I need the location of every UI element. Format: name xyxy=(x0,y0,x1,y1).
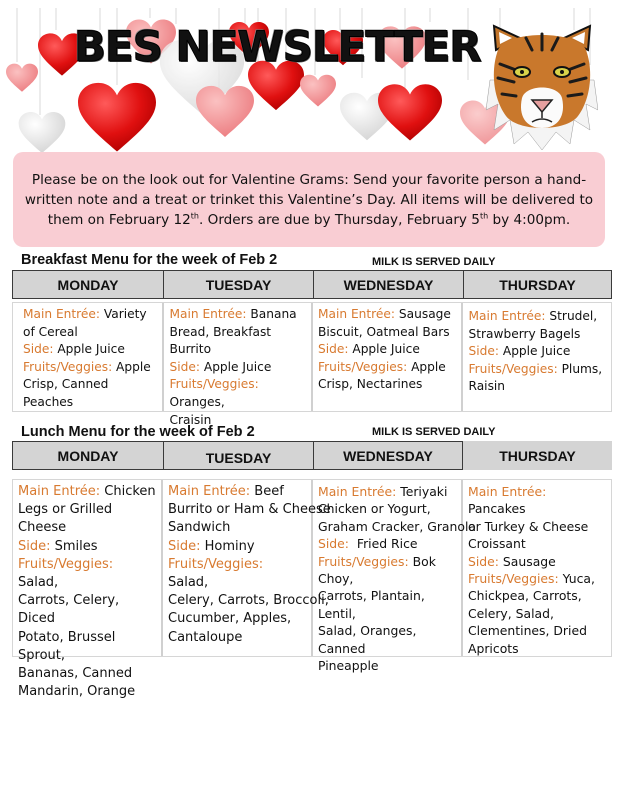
side-label: Side: xyxy=(468,553,499,569)
main-entree-value: Strudel, xyxy=(545,309,598,323)
fruits-veggies-value: Raisin xyxy=(468,379,506,394)
valentine-grams-banner xyxy=(13,152,605,247)
breakfast-milk-note: MILK IS SERVED DAILY xyxy=(372,256,496,268)
main-entree-label: Main Entrée: xyxy=(468,484,547,499)
banner-line-2: written note and a treat or trinket this Valentine’s Day. All items will be delivered to xyxy=(24,192,594,208)
main-entree-value: Croissant xyxy=(468,536,526,552)
fruits-veggies-value: Pineapple xyxy=(318,658,379,674)
main-entree-label: Main Entrée: xyxy=(18,484,101,499)
main-entree-label: Main Entrée: xyxy=(468,309,546,323)
fruits-veggies-label: Fruits/Veggies: xyxy=(468,361,558,376)
fruits-veggies-value: Celery, Carrots, Broccoli, xyxy=(168,593,329,609)
breakfast-menu-row xyxy=(12,302,612,427)
side-value: Apple Juice xyxy=(199,359,272,374)
breakfast-menu-title: Breakfast Menu for the week of Feb 2 xyxy=(21,252,278,268)
fruits-veggies-value: Oranges, xyxy=(169,394,225,409)
breakfast-day-wednesday: WEDNESDAY xyxy=(313,270,463,299)
lunch-day-tuesday: TUESDAY xyxy=(163,441,313,470)
breakfast-day-tuesday: TUESDAY xyxy=(163,270,313,299)
main-entree-label: Main Entrée: xyxy=(318,484,397,499)
ordinal-suffix: th xyxy=(479,211,489,221)
banner-line-1: Please be on the look out for Valentine Grams: Send your favorite person a hand- xyxy=(31,172,587,188)
lunch-day-monday: MONDAY xyxy=(12,441,163,470)
fruits-veggies-value: Salad, Oranges, Canned xyxy=(318,623,417,656)
banner-text: by 4:00pm. xyxy=(488,212,571,228)
fruits-veggies-label: Fruits/Veggies: xyxy=(468,571,559,587)
main-entree-value: of Cereal xyxy=(23,324,78,339)
fruits-veggies-value: Carrots, Plantain, Lentil, xyxy=(318,588,425,621)
fruits-veggies-value: Apple xyxy=(112,359,151,374)
side-label: Side: xyxy=(318,536,349,552)
lunch-cell-wednesday xyxy=(313,480,476,674)
main-entree-value: Chicken xyxy=(100,484,156,499)
side-value: Apple Juice xyxy=(498,344,571,359)
main-entree-value: Burrito or Ham & Cheese xyxy=(168,502,331,518)
fruits-veggies-value: Salad, xyxy=(18,575,59,591)
lunch-milk-note: MILK IS SERVED DAILY xyxy=(372,426,496,438)
main-entree-value: Beef xyxy=(250,484,284,499)
main-entree-label: Main Entrée: xyxy=(168,484,251,499)
breakfast-cell-thursday xyxy=(463,303,612,411)
lunch-menu-row xyxy=(12,479,612,700)
ordinal-suffix: th xyxy=(190,211,199,221)
side-label: Side: xyxy=(23,342,54,357)
main-entree-value: Legs or Grilled Cheese xyxy=(18,502,113,536)
fruits-veggies-label: Fruits/Veggies: xyxy=(168,556,264,572)
fruits-veggies-value: Potato, Brussel Sprout, xyxy=(18,629,116,663)
tiger-head-icon xyxy=(486,20,598,152)
main-entree-label: Main Entrée: xyxy=(318,307,396,321)
main-entree-value: or Turkey & Cheese xyxy=(468,518,589,534)
fruits-veggies-value: Bok Choy, xyxy=(318,553,436,587)
breakfast-day-monday: MONDAY xyxy=(12,270,163,299)
lunch-cell-tuesday xyxy=(163,480,331,656)
fruits-veggies-label: Fruits/Veggies: xyxy=(318,553,409,569)
breakfast-day-thursday: THURSDAY xyxy=(463,270,612,299)
side-value: Apple Juice xyxy=(348,342,420,357)
fruits-veggies-value: Bananas, Canned xyxy=(18,666,133,682)
fruits-veggies-value: Crisp, Nectarines xyxy=(318,377,423,392)
fruits-veggies-value: Yuca, xyxy=(558,571,595,587)
breakfast-cell-wednesday xyxy=(313,303,463,411)
newsletter-header xyxy=(0,0,618,152)
side-value: Smiles xyxy=(50,538,98,554)
fruits-veggies-label: Fruits/Veggies: xyxy=(23,359,113,374)
fruits-veggies-value: Crisp, Canned xyxy=(23,377,109,392)
banner-line-3 xyxy=(13,210,605,230)
main-entree-label: Main Entrée: xyxy=(23,307,101,321)
breakfast-cell-tuesday xyxy=(164,303,314,427)
fruits-veggies-value: Peaches xyxy=(23,394,74,409)
fruits-veggies-label: Fruits/Veggies: xyxy=(169,377,259,392)
breakfast-cell-monday xyxy=(13,303,164,411)
banner-text: . Orders are due by Thursday, February 5 xyxy=(198,212,480,228)
main-entree-value: Strawberry Bagels xyxy=(468,326,581,341)
lunch-cell-monday xyxy=(13,480,163,700)
side-label: Side: xyxy=(468,344,499,359)
side-value: Sausage xyxy=(498,553,556,569)
lunch-day-thursday: THURSDAY xyxy=(463,441,612,470)
fruits-veggies-value: Mandarin, Orange xyxy=(18,684,136,700)
fruits-veggies-value: Carrots, Celery, Diced xyxy=(18,593,120,627)
main-entree-value: Variety xyxy=(100,307,147,321)
main-entree-value: Bread, Breakfast Burrito xyxy=(169,324,272,357)
fruits-veggies-value: Chickpea, Carrots, xyxy=(468,588,582,604)
lunch-cell-thursday xyxy=(463,480,611,656)
banner-text: them on February 12 xyxy=(47,212,191,228)
main-entree-value: Sausage xyxy=(395,307,451,321)
side-label: Side: xyxy=(18,538,51,554)
fruits-veggies-value: Salad, xyxy=(168,575,209,591)
fruits-veggies-value: Cantaloupe xyxy=(168,629,243,645)
side-label: Side: xyxy=(169,359,200,374)
main-entree-value: Graham Cracker, Granola xyxy=(318,518,476,534)
lunch-header-row xyxy=(12,441,612,470)
main-entree-value: Biscuit, Oatmeal Bars xyxy=(318,324,450,339)
fruits-veggies-value: Apple xyxy=(407,359,446,374)
fruits-veggies-value: Craisin xyxy=(169,412,212,427)
newsletter-title: BES NEWSLETTER xyxy=(74,22,481,71)
main-entree-value: Banana xyxy=(246,307,297,321)
side-label: Side: xyxy=(168,538,201,554)
fruits-veggies-label: Fruits/Veggies: xyxy=(318,359,408,374)
breakfast-header-row xyxy=(12,270,612,299)
fruits-veggies-label: Fruits/Veggies: xyxy=(18,556,114,572)
side-value: Hominy xyxy=(200,538,255,554)
fruits-veggies-value: Plums, xyxy=(557,361,603,376)
side-value: Apple Juice xyxy=(53,342,125,357)
lunch-day-wednesday: WEDNESDAY xyxy=(313,441,463,470)
main-entree-value: Sandwich xyxy=(168,520,231,536)
fruits-veggies-value: Celery, Salad, xyxy=(468,605,554,621)
main-entree-value: Pancakes xyxy=(468,501,526,517)
fruits-veggies-value: Cucumber, Apples, xyxy=(168,611,292,627)
side-value: Fried Rice xyxy=(348,536,418,552)
fruits-veggies-value: Clementines, Dried xyxy=(468,623,587,639)
side-label: Side: xyxy=(318,342,349,357)
lunch-menu-title: Lunch Menu for the week of Feb 2 xyxy=(21,424,255,440)
fruits-veggies-value: Apricots xyxy=(468,640,519,656)
main-entree-label: Main Entrée: xyxy=(169,307,247,321)
main-entree-value: Teriyaki xyxy=(396,484,448,499)
main-entree-value: Chicken or Yogurt, xyxy=(318,501,431,517)
